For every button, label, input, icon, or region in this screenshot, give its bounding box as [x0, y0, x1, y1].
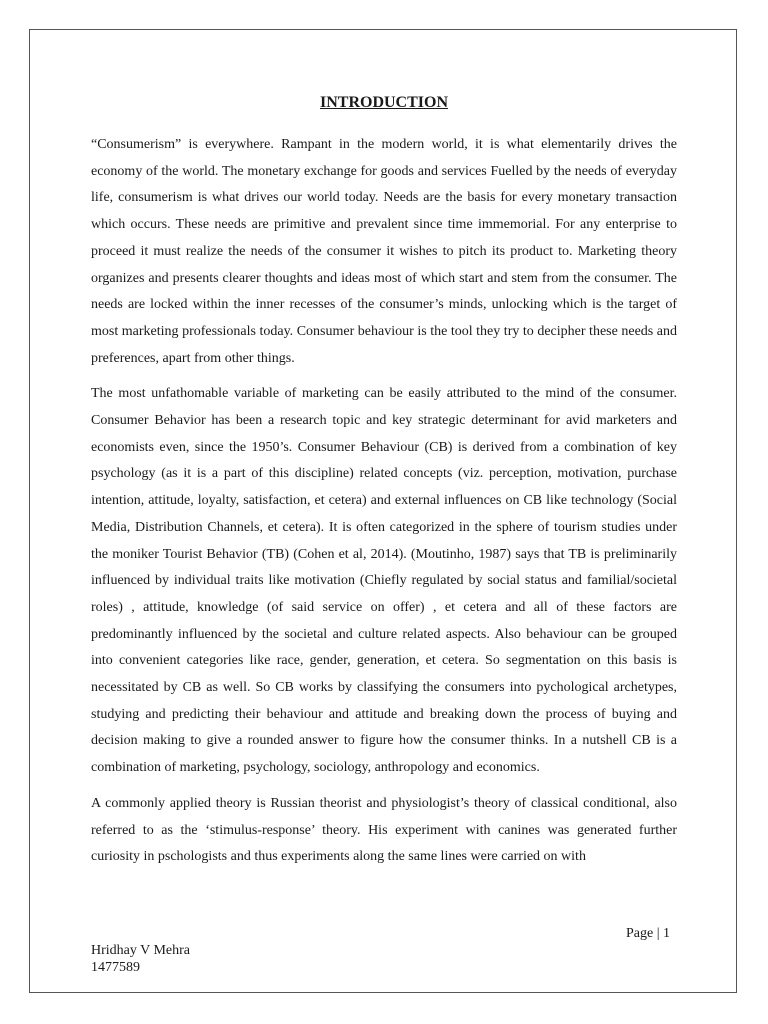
- page-number: Page | 1: [626, 926, 671, 941]
- paragraph-consumerism: “Consumerism” is everywhere. Rampant in the modern world, it is what elementarily drives the economy of the world. The monetary exchange for goods and services Fuelled by the needs of everyday life, consumerism is what drives our world today. Needs are the basis for every monetary transaction which occurs. These needs are primitive and prevalent since time immemorial. For any enterprise to proceed it must realize the needs of the consumer it wishes to pitch its product to. Marketing theory organizes and presents clearer thoughts and ideas most of which start and stem from the consumer. The needs are locked within the inner recesses of the consumer’s minds, unlocking which is the target of most marketing professionals today. Consumer behaviour is the tool they try to decipher these needs and preferences, apart from other things.: [91, 137, 677, 366]
- document-body: [91, 132, 677, 880]
- author-id: 1477589: [91, 960, 140, 975]
- paragraph-classical-conditioning: A commonly applied theory is Russian theorist and physiologist’s theory of classical conditional, also referred to as the ‘stimulus-response’ theory. His experiment with canines was generated further curiosity in pschologists and thus experiments along the same lines were carried on with: [91, 795, 677, 865]
- paragraph-consumer-behaviour: The most unfathomable variable of marketing can be easily attributed to the mind of the consumer. Consumer Behavior has been a research topic and key strategic determinant for avid marketers and economists even, since the 1950’s. Consumer Behaviour (CB) is derived from a combination of key psychology (as it is a part of this discipline) related concepts (viz. perception, motivation, purchase intention, attitude, loyalty, satisfaction, et cetera) and external influences on CB like technology (Social Media, Distribution Channels, et cetera). It is often categorized in the sphere of tourism studies under the moniker Tourist Behavior (TB) (Cohen et al, 2014). (Moutinho, 1987) says that TB is preliminarily influenced by individual traits like motivation (Chiefly regulated by social status and familial/societal roles) , attitude, knowledge (of said service on offer) , et cetera and all of these factors are predominantly influenced by the societal and culture related aspects. Also behaviour can be grouped into convenient categories like race, gender, generation, et cetera. So segmentation on this basis is necessitated by CB as well. So CB works by classifying the consumers into pychological archetypes, studying and predicting their behaviour and attitude and breaking down the process of buying and decision making to give a rounded answer to figure how the consumer thinks. In a nutshell CB is a combination of marketing, psychology, sociology, anthropology and economics.: [91, 386, 677, 776]
- author-name: Hridhay V Mehra: [91, 943, 191, 958]
- document-title: INTRODUCTION: [319, 94, 448, 111]
